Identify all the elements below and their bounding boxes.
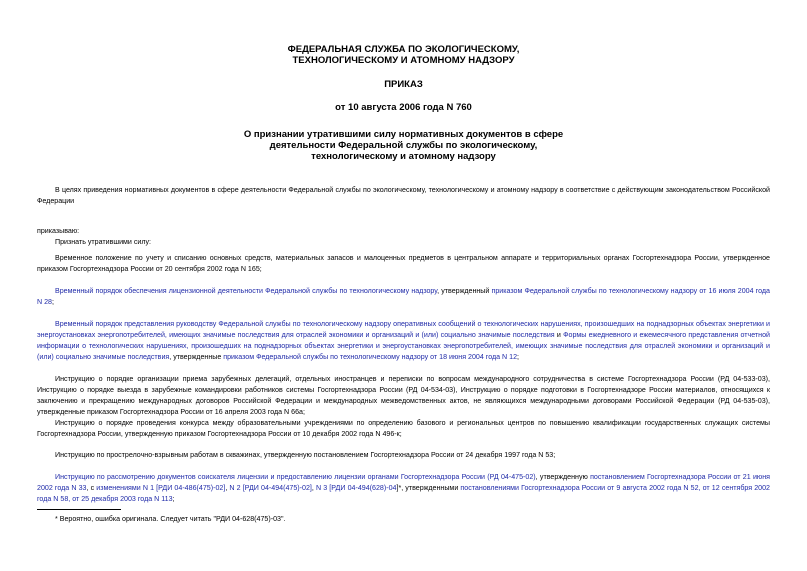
item-1 <box>37 253 770 275</box>
footnote: * Вероятно, ошибка оригинала. Следует читать "РДИ 04-628(475)-03". <box>55 515 286 523</box>
item-7-link-6[interactable]: постановлениями Госгортехнадзора России от 9 августа 2002 года N 52, от 12 сентября 2002 года N 58, от 25 декабря 2003 года N 113 <box>37 484 770 503</box>
item-2-text: , утвержденный <box>437 287 492 295</box>
item-3-end: ; <box>517 353 520 361</box>
item-7-text-3: , <box>225 484 230 492</box>
item-2-link-2[interactable]: приказом Федеральной службы по технологическому надзору от 16 июля 2004 года N 28 <box>37 287 770 306</box>
item-2-end: ; <box>51 298 54 306</box>
item-5 <box>37 418 770 440</box>
item-3-text-2: , утвержденные <box>169 353 224 361</box>
item-7-link-3[interactable]: изменениями N 1 [РДИ 04-486(475)-02] <box>96 484 226 492</box>
item-6 <box>37 450 770 461</box>
preamble-paragraph <box>37 185 770 207</box>
order-word <box>37 226 770 237</box>
item-1-text: Временное положение по учету и списанию основных средств, материальных запасов и малоценных предметов в центральном аппарате и территориальных органах Госгортехнадзора России, утвержденное приказом Госгортехнадзора России от 20 сентября 2002 года N 165; <box>37 254 770 273</box>
item-7-text-5: ]*, утвержденными <box>396 484 461 492</box>
item-7-link-2[interactable]: постановлением Госгортехнадзора России от 21 июня 2002 года N 33 <box>37 473 770 492</box>
item-2 <box>37 286 770 308</box>
document-type: ПРИКАЗ <box>384 79 423 90</box>
item-3-link-1[interactable]: Временный порядок представления руководству Федеральной службы по технологическому надзору оперативных сообщений о технологических нарушениях, произошедших на поднадзорных объектах энергетики и энергоустановках энергопотребителей, имеющих значимые последствия для отраслей экономики и организаций и (или) социально значимые последствия <box>37 320 770 339</box>
subject-line-2: деятельности Федеральной службы по экологическому, <box>269 140 538 151</box>
agency-line-1: ФЕДЕРАЛЬНАЯ СЛУЖБА ПО ЭКОЛОГИЧЕСКОМУ, <box>287 44 520 55</box>
item-4 <box>37 374 770 418</box>
item-7-text-1: , утвержденную <box>535 473 591 481</box>
recognize-paragraph <box>37 237 770 248</box>
document-subject <box>0 129 807 162</box>
item-3-link-3[interactable]: приказом Федеральной службы по технологическому надзору от 18 июня 2004 года N 12 <box>223 353 518 361</box>
item-5-text: Инструкцию о порядке проведения конкурса между образовательными учреждениями по определению базового и региональных центров по повышению квалификации государственных служащих системы Госгортехнадзора России, утвержденную приказом Госгортехнадзора России от 10 декабря 2002 года N 496-к; <box>37 419 770 438</box>
item-7-link-1[interactable]: Инструкцию по рассмотрению документов соискателя лицензии и предоставлению лицензии органами Госгортехнадзора России (РД 04-475-02) <box>55 473 536 481</box>
subject-line-3: технологическому и атомному надзору <box>311 151 496 162</box>
item-4-text: Инструкцию о порядке организации приема зарубежных делегаций, отдельных иностранцев и переписки по вопросам международного сотрудничества в системе Госгортехнадзора России (РД 04-533-03), Инструкцию о порядке выезда в зарубежные командировки работников системы Госгортехнадзора России (РД 04-534-03), Инструкцию о порядке подготовки в Госгортехнадзоре России материалов, относящихся к заключению и прекращению международных договоров Российской Федерации и международных межведомственных актов, не являющихся международными договорами Российской Федерации (РД 04-535-03), утвержденные приказом Госгортехнадзора России от 16 апреля 2003 года N 66а; <box>37 375 770 416</box>
item-7-text-4: , <box>311 484 316 492</box>
item-2-link-1[interactable]: Временный порядок обеспечения лицензионной деятельности Федеральной службы по технологическому надзору <box>55 287 438 295</box>
preamble: В целях приведения нормативных документов в сфере деятельности Федеральной службы по экологическому, технологическому и атомному надзору в соответствие с действующим законодательством Российской Федерации <box>37 186 770 205</box>
item-3-link-2[interactable]: Формы ежедневного и ежемесячного представления отчетной информации о технологических нарушениях, произошедших на поднадзорных объектах энергетики и энергоустановках энергопотребителей, имеющих значимые последствия для отраслей экономики и организаций и (или) социально значимые последствия <box>37 331 770 361</box>
item-7-link-5[interactable]: N 3 [РДИ 04-494(628)-04 <box>315 484 397 492</box>
agency-line-2: ТЕХНОЛОГИЧЕСКОМУ И АТОМНОМУ НАДЗОРУ <box>292 55 515 66</box>
item-7-end: ; <box>172 495 175 503</box>
item-6-text: Инструкцию по прострелочно-взрывным работам в скважинах, утвержденную постановлением Госгортехнадзора России от 24 декабря 1997 года N 53; <box>55 451 556 459</box>
item-3-text-1: и <box>554 331 564 339</box>
agency-name <box>0 44 807 66</box>
footnote-divider <box>37 509 121 510</box>
item-7 <box>37 472 770 505</box>
recognize-text: Признать утратившими силу: <box>55 238 152 246</box>
item-3 <box>37 319 770 363</box>
order-word-text: приказываю: <box>37 227 80 235</box>
subject-line-1: О признании утратившими силу нормативных документов в сфере <box>243 129 564 140</box>
document-date-number: от 10 августа 2006 года N 760 <box>335 102 472 113</box>
item-7-text-2: , с <box>86 484 97 492</box>
item-7-link-4[interactable]: N 2 [РДИ 04-494(475)-02] <box>229 484 312 492</box>
